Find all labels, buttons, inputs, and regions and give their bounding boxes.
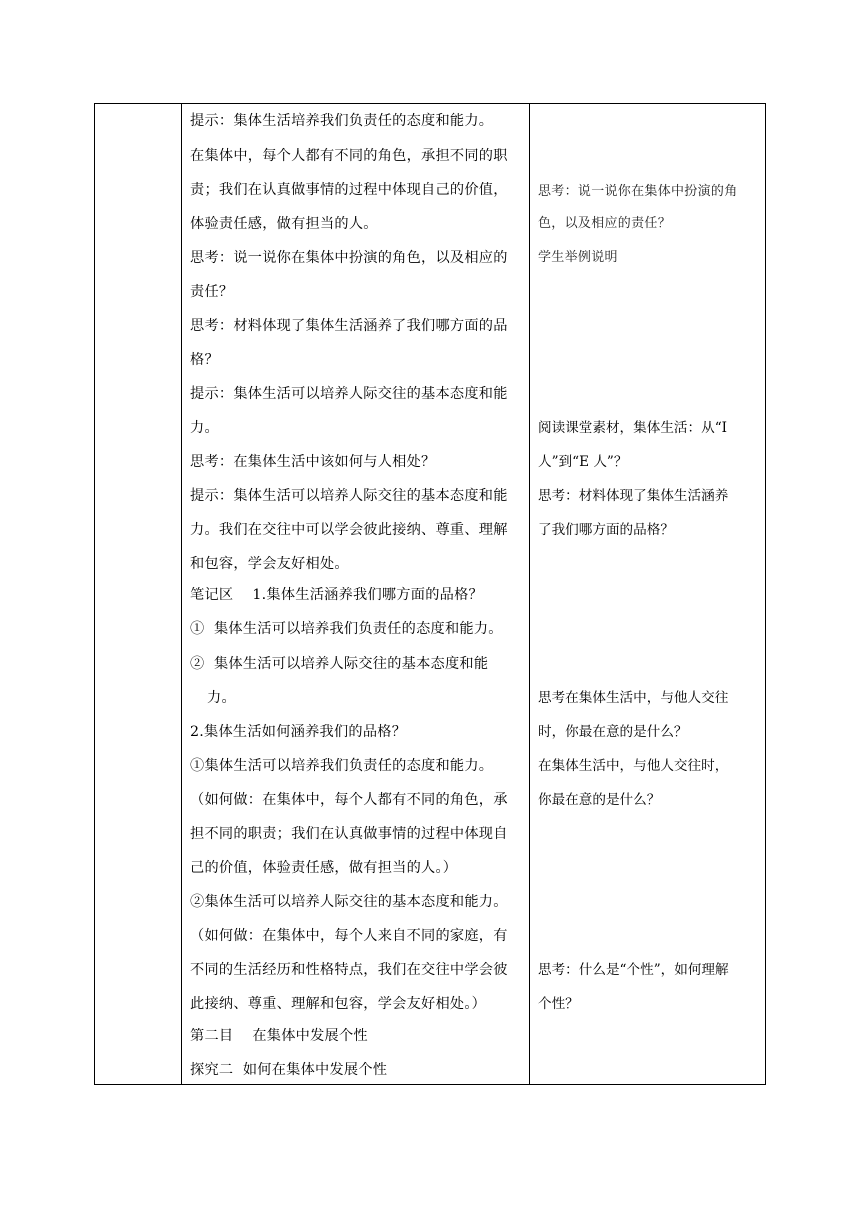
activity-line: 人”到“E 人”？ [538,454,628,470]
content-line: ②集体生活可以培养人际交往的基本态度和能力。 [190,894,508,910]
activity-line: 阅读课堂素材，集体生活：从“I [538,420,728,436]
activity-line: 思考在集体生活中，与他人交往 [538,690,729,706]
activity-line: 了我们哪方面的品格？ [538,522,674,538]
activity-line: 思考：什么是“个性”，如何理解 [538,962,729,978]
content-line: 2.集体生活如何涵养我们的品格？ [190,724,407,740]
content-line: 责；我们在认真做事情的过程中体现自己的价值， [190,182,508,198]
content-line: 此接纳、尊重、理解和包容，学会友好相处。） [190,996,487,1012]
activity-line: 个性？ [538,996,579,1012]
content-line: 体验责任感，做有担当的人。 [190,216,378,232]
lesson-plan-table [94,103,766,1085]
activity-line: 色，以及相应的责任？ [538,216,672,231]
content-line: ① 集体生活可以培养我们负责任的态度和能力。 [190,621,503,637]
content-line: 担不同的职责；我们在认真做事情的过程中体现自 [190,826,508,842]
content-line: 力。 [190,420,219,436]
content-line: 思考：材料体现了集体生活涵养了我们哪方面的品 [190,318,508,334]
content-line: 思考：在集体生活中该如何与人相处？ [190,454,436,470]
content-line: （如何做：在集体中，每个人都有不同的角色，承 [190,792,508,808]
activity-line: 思考：材料体现了集体生活涵养 [538,488,729,504]
column-divider-1 [181,104,182,1084]
content-line: ①集体生活可以培养我们负责任的态度和能力。 [190,758,494,774]
content-line: 思考：说一说你在集体中扮演的角色，以及相应的 [190,250,508,266]
column-divider-2 [529,104,530,1084]
content-line: 格？ [190,352,219,368]
content-line: 提示：集体生活可以培养人际交往的基本态度和能 [190,488,508,504]
content-line: 力。我们在交往中可以学会彼此接纳、尊重、理解 [190,522,508,538]
content-line: 责任？ [190,284,234,300]
content-line: ② 集体生活可以培养人际交往的基本态度和能 [190,656,489,672]
content-line: 不同的生活经历和性格特点，我们在交往中学会彼 [190,962,508,978]
content-line: 力。 [207,690,236,706]
content-line: 提示：集体生活可以培养人际交往的基本态度和能 [190,386,508,402]
content-line: 在集体中，每个人都有不同的角色，承担不同的职 [190,148,508,164]
content-line: 提示：集体生活培养我们负责任的态度和能力。 [190,113,494,129]
section-heading: 第二目 在集体中发展个性 [190,1028,368,1044]
content-line: （如何做：在集体中，每个人来自不同的家庭，有 [190,928,508,944]
activity-line: 学生举例说明 [538,250,618,265]
content-line: 己的价值，体验责任感，做有担当的人。） [190,860,458,876]
activity-line: 时，你最在意的是什么？ [538,724,688,740]
content-line: 和包容，学会友好相处。 [190,556,349,572]
notes-heading: 笔记区 1.集体生活涵养我们哪方面的品格？ [190,587,483,603]
activity-line: 思考：说一说你在集体中扮演的角 [538,184,738,199]
activity-line: 在集体生活中，与他人交往时， [538,758,729,774]
activity-line: 你最在意的是什么？ [538,792,661,808]
section-heading: 探究二 如何在集体中发展个性 [190,1062,388,1078]
